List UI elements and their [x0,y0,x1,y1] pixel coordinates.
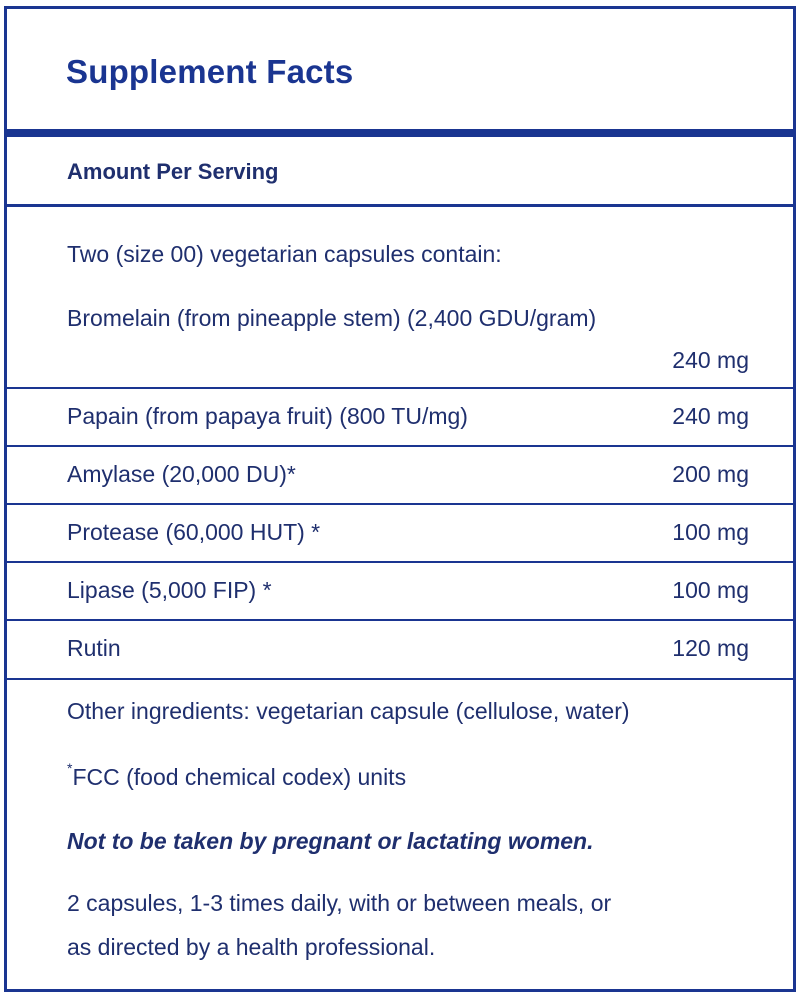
footnote [67,760,407,791]
panel-title: Supplement Facts [66,53,354,90]
footnote-text: FCC (food chemical codex) units [72,764,407,790]
ingredient-amount: 120 mg [672,635,749,661]
bromelain-block [7,207,793,389]
ingredient-row [7,447,793,505]
footnote-asterisk: * [67,760,73,776]
ingredient-name: Papain (from papaya fruit) (800 TU/mg) [67,403,468,429]
ingredient-name: Bromelain (from pineapple stem) (2,400 GDU/gram) [67,305,597,331]
ingredient-amount: 100 mg [672,577,749,603]
amount-per-serving-header [7,137,793,207]
footer-section [7,680,793,980]
ingredient-amount: 240 mg [672,347,749,373]
ingredient-name: Lipase (5,000 FIP) * [67,577,272,603]
amount-per-serving-label: Amount Per Serving [67,159,279,184]
ingredient-amount: 240 mg [672,403,749,429]
ingredient-amount: 200 mg [672,461,749,487]
ingredient-row [7,621,793,680]
ingredient-name: Rutin [67,635,121,661]
directions-line-2: as directed by a health professional. [67,934,436,960]
title-section [7,9,793,137]
ingredient-row [7,505,793,563]
serving-intro: Two (size 00) vegetarian capsules contain: [67,241,502,267]
supplement-facts-panel [4,6,796,992]
ingredient-row [7,563,793,621]
ingredient-name: Protease (60,000 HUT) * [67,519,321,545]
directions-line-1: 2 capsules, 1-3 times daily, with or between meals, or [67,890,612,916]
ingredient-amount: 100 mg [672,519,749,545]
ingredient-name: Amylase (20,000 DU)* [67,461,296,487]
ingredient-row [7,389,793,447]
pregnancy-warning: Not to be taken by pregnant or lactating women. [67,828,594,854]
other-ingredients: Other ingredients: vegetarian capsule (cellulose, water) [67,698,630,724]
